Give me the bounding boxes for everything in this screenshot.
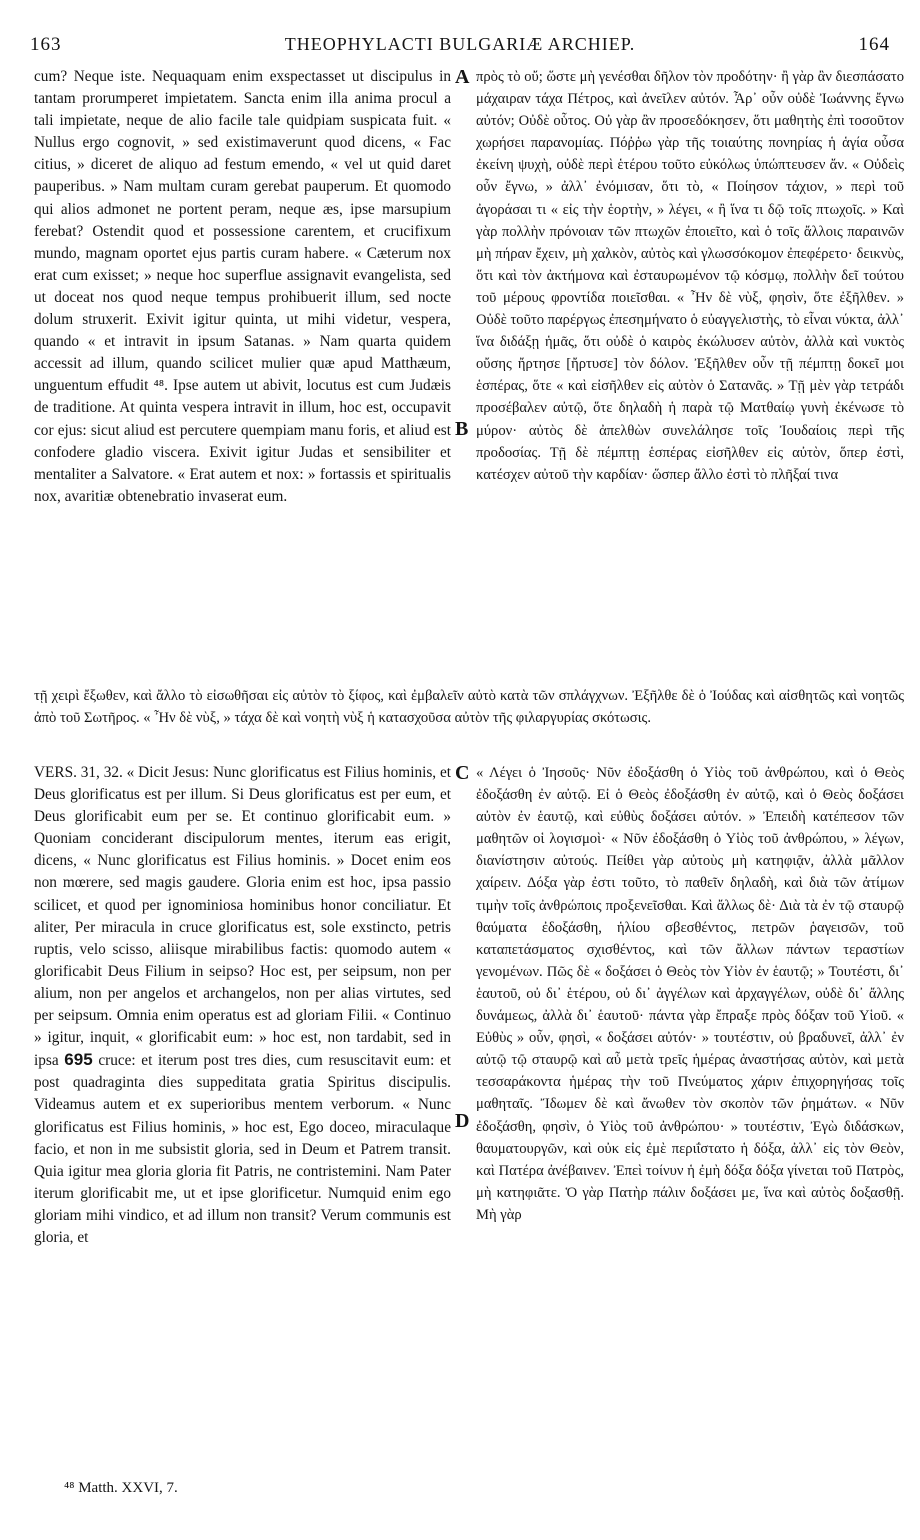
margin-letter-c: C [455,762,470,784]
greek-paragraph: πρὸς τὸ οὔ; ὥστε μὴ γενέσθαι δῆλον τὸν προδότην· ἢ γὰρ ἂν διεσπάσατο μάχαιραν τάχα Πέτρος, καὶ ἀνεῖλεν αὐτόν. Ἆρ᾽ οὖν οὐδὲ Ἰωάννης ἔγνω αὐτόν; Οὐδὲ οὗτος. Οὐ γὰρ ἂν προσεδόκησεν, ὅτι μαθητὴς ἐπὶ τοσοῦτον χωρήσει παρανομίας. Πόῤῥω γὰρ τῆς τοιαύτης πονηρίας ἡ ἁγία οὖσα ἐκείνη ψυχὴ, οὐδὲ περὶ ἑτέρου τοῦτο εὐκόλως ὑπώπτευσεν ἄν. « Οὐδεὶς οὖν ἔγνω, » ἀλλ᾽ ἐνόμισαν, ὅτι τὸ, « Ποίησον τάχιον, » περὶ τοῦ ἀγοράσαι τι « εἰς τὴν ἑορτὴν, » λέγει, « ἢ ἵνα τι δῷ τοῖς πτωχοῖς. » Καὶ γὰρ πολλὴν πρόνοιαν τῶν πτωχῶν ἐποιεῖτο, καὶ ὁ τοῖς ἄλλοις παραινῶν μὴ πήραν ἔχειν, μὴ χαλκὸν, αὐτὸς καὶ γλωσσόκομον ἐπεφέρετο· δεικνὺς, ὅτι καὶ τὸν ἀκτήμονα καὶ ἐσταυρωμένον τῷ κόσμῳ, πολλὴν δεῖ τούτου τοῦ μέρους φροντίδα ποιεῖσθαι. « Ἦν δὲ νὺξ, φησὶν, ὅτε ἐξῆλθεν. » Οὐδὲ τοῦτο παρέργως ἐπεσημήνατο ὁ εὐαγγελιστὴς, τὸ εἶναι νύκτα, ἀλλ᾽ ἵνα διδάξῃ ἡμᾶς, ὅτι οὐδὲ ὁ καιρὸς ἐκώλυσεν αὐτὸν, ἀλλὰ καὶ νυκτὸς οὔσης ἤρτησε [ἤρτυσε] τὸν δόλον. Ἐξῆλθεν οὖν τῇ πέμπτῃ δοκεῖ μοι ἑσπέρας, ὅτε « καὶ εἰσῆλθεν εἰς αὐτὸν ὁ Σατανᾶς. » Τῇ μὲν γὰρ τετράδι προσέβαλεν αὐτῷ, ὅτε δηλαδὴ ἡ παρὰ τῷ Ματθαίῳ γυνὴ ἐκένωσε τὸ μύρον· αὐτὸς δὲ ἀπελθὼν συνελάλησε τοῖς Ἰουδαίοις περὶ τῆς προδοσίας. Τῇ δὲ πέμπτῃ ἑσπέρας εἰσῆλθεν εἰς αὐτὸν, ὅπερ ἐστὶ, κατέσχεν αὐτοῦ τὴν καρδίαν· ὥσπερ ἄλλο ἐστὶ τὸ πλῆξαί τινα [476,69,904,483]
latin-column-bottom [34,762,451,1249]
margin-letter-d: D [455,1110,470,1132]
running-title: THEOPHYLACTI BULGARIÆ ARCHIEP. [284,34,636,54]
migne-column-number: 695 [64,1050,93,1070]
greek-column-top [476,66,904,486]
greek-paragraph: « Λέγει ὁ Ἰησοῦς· Νῦν ἐδοξάσθη ὁ Υἱὸς τοῦ ἀνθρώπου, καὶ ὁ Θεὸς ἐδοξάσθη ἐν αὐτῷ. Εἰ ὁ Θεὸς ἐδοξάσθη ἐν αὐτῷ, καὶ ὁ Θεὸς δοξάσει αὐτὸν ἐν ἑαυτῷ, καὶ εὐθὺς δοξάσει αὐτόν. » Ἐπειδὴ κατέπεσον τῶν μαθητῶν οἱ λογισμοὶ· « Νῦν ἐδοξάσθη ὁ Υἱὸς τοῦ ἀνθρώπου, » λέγων, διανίστησιν αὐτούς. Πείθει γὰρ αὐτοὺς μὴ κατηφιᾷν, ἀλλὰ μᾶλλον χαίρειν. Δόξα γὰρ ἐστι τοῦτο, τὸ παθεῖν δηλαδὴ, καὶ διὰ τῶν ἀτίμων τιμὴν τοῖς ἀνθρώποις προξενεῖσθαι. Καὶ ἄλλως δὲ· Διὰ τὰ ἐν τῷ σταυρῷ θαύματα ἐδοξάσθη, ἡλίου σβεσθέντος, πετρῶν ῥαγεισῶν, τοῦ καταπετάσματος σχισθέντος, καὶ τῶν ἄλλων πάντων τεραστίων γενομένων. Πῶς δὲ « δοξάσει ὁ Θεὸς τὸν Υἱὸν ἐν ἑαυτῷ; » Τουτέστι, δι᾽ ἑαυτοῦ, οὐ δι᾽ ἑτέρου, οὐ δι᾽ ἀγγέλων καὶ ἀρχαγγέλων, οὐδὲ δι᾽ ἄλλης δυνάμεως, ἀλλὰ δι᾽ ἑαυτοῦ· πάντα γὰρ ἔπραξε πρὸς δόξαν τοῦ Υἱοῦ. « Εὐθὺς » οὖν, φησὶ, « δοξάσει αὐτόν· » τουτέστιν, οὐ βραδυνεῖ, ἀλλ᾽ ἐν αὐτῷ τῷ σταυρῷ καὶ αὖ μετὰ τρεῖς ἡμέρας ἀναστήσας αὐτὸν, καὶ μετὰ τεσσαράκοντα ἡμέρας τὴν τοῦ Πνεύματος χάριν ἐπιχορηγήσας τοῖς μαθηταῖς. Ἴδωμεν δὲ καὶ ἄνωθεν τὸν σκοπὸν τῶν ῥημάτων. « Νῦν ἐδοξάσθη, φησὶν, ὁ Υἱὸς τοῦ ἀνθρώπου· » τουτέστιν, Ἐγὼ διδάσκων, θαυματουργῶν, καὶ οὐκ εἰς ἐμὲ περιΐστατο ἡ δόξα, ἀλλ᾽ εἰς τὸν Θεὸν, καὶ Πατέρα ἀνέβαινεν. Ἐπεὶ τοίνυν ἡ ἐμὴ δόξα δόξα γίνεται τοῦ Πατρὸς, μὴ κατηφιᾶτε. Ὁ γὰρ Πατὴρ πάλιν δοξάσει με, ἵνα καὶ αὐτὸς δοξασθῇ. Μὴ γὰρ [476,765,904,1223]
page-number-left: 163 [30,34,62,55]
margin-letter-b: B [455,418,469,440]
greek-column-bottom [476,762,904,1226]
page-number-right: 164 [858,34,890,55]
latin-text: VERS. 31, 32. « Dicit Jesus: Nunc glorificatus est Filius hominis, et Deus glorificatus est per illum. Si Deus glorificatus est per eum, et Deus glorificabit eum per se. Et continuo glorificabit eum. » Quoniam conciderant discipulorum mentes, iterum eas erigit, dicens, « Nunc glorificatus est Filius hominis. » Docet enim eos non mœrere, sed magis gaudere. Gloria enim est hoc, ipsa passio scilicet, et quod per ignominiosa hominibus honor conciliatur. Et aliter, Per miracula in cruce glorificatus est, sole exstincto, petris ruptis, velo scisso, aliisque mirabilibus factis: quomodo autem « glorificabit Deus Filium in seipso? Hoc est, per seipsum, non per alium, non per angelos et archangelos, non per alias virtutes, sed per seipsum. Omnia enim operatus est ad gloriam Filii. « Continuo » igitur, inquit, « glorificabit eum: » hoc est, non tardabit, sed in ipsa [34,764,451,1070]
latin-paragraph: cum? Neque iste. Nequaquam enim exspectasset ut discipulus in tantam prorumperet impietatem. Sancta enim illa anima procul a tali impietate, neque de alio facile tale quidpiam suspicata fuit. « Nullus ergo cognovit, » sed existimaverunt quod dicens, « Fac citius, » diceret de aliquo ad festum emendo, « vel ut quid daret pauperibus. » Nam multam curam gerebat pauperum. Et quomodo qui alios admonet ne portent peram, neque æs, ipse marsupium ferebat? Ostendit quod et possessione carentem, et crucifixum mundo, magnam oportet ejus partis curam habere. « Cæterum nox erat cum exisset; » neque hoc superflue assignavit evangelista, sed ut doceat nos quod neque tempus prohibuerit illum, sed nocte dolum struxerit. Exivit igitur quinta, ut mihi videtur, vespera, quando « et intravit in ipsum Satanas. » Nam quarta quidem accessit ad illum, quando scilicet mulier quæ apud Matthæum, unguentum effudit ⁴⁸. Ipse autem ut abivit, locutus est cum Judæis de traditione. At quinta vespera intravit in illum, hoc est, occupavit cor ejus: sicut aliud est percutere quempiam manu foris, et aliud est confodere gladio viscera. Exivit igitur Judas et sensibiliter et mentaliter a Salvatore. « Erat autem et nox: » fortassis et spiritualis nox, avaritiæ obtenebratio invaserat eum. [34,68,451,505]
latin-text: cruce: et iterum post tres dies, cum resuscitavit eum: et post quadraginta dies suppeditata gratia Spiritus discipulis. Videamus autem et ex superioribus mentem verborum. « Nunc glorificatus est Filius hominis, » hoc est, Ego doceo, miraculaque facio, et non in me subsistit gloria, sed in Deum et Patrem transit. Quia igitur mea gloria gloria fit Patris, ne contristemini. Nam Pater iterum glorificabit me, ut et ipse glorificetur. Numquid enim ego gloriam mihi vindico, et ad illum non transit? Verum communis est gloria, et [34,1052,452,1246]
page-header [30,34,890,62]
latin-column-top [34,66,451,508]
greek-full-width-block [34,685,904,729]
margin-letter-a: A [455,66,470,88]
latin-paragraph [34,762,451,1249]
greek-paragraph: τῇ χειρὶ ἔξωθεν, καὶ ἄλλο τὸ εἰσωθῆσαι εἰς αὐτὸν τὸ ξίφος, καὶ ἐμβαλεῖν αὐτὸ κατὰ τῶν σπλάγχνων. Ἐξῆλθε δὲ ὁ Ἰούδας καὶ αἰσθητῶς καὶ νοητῶς ἀπὸ τοῦ Σωτῆρος. « Ἦν δὲ νὺξ, » τάχα δὲ καὶ νοητὴ νὺξ ἡ κατασχοῦσα αὐτὸν τῆς φιλαργυρίας σκότωσις. [34,688,904,727]
footnote: ⁴⁸ Matth. XXVI, 7. [64,1480,178,1496]
